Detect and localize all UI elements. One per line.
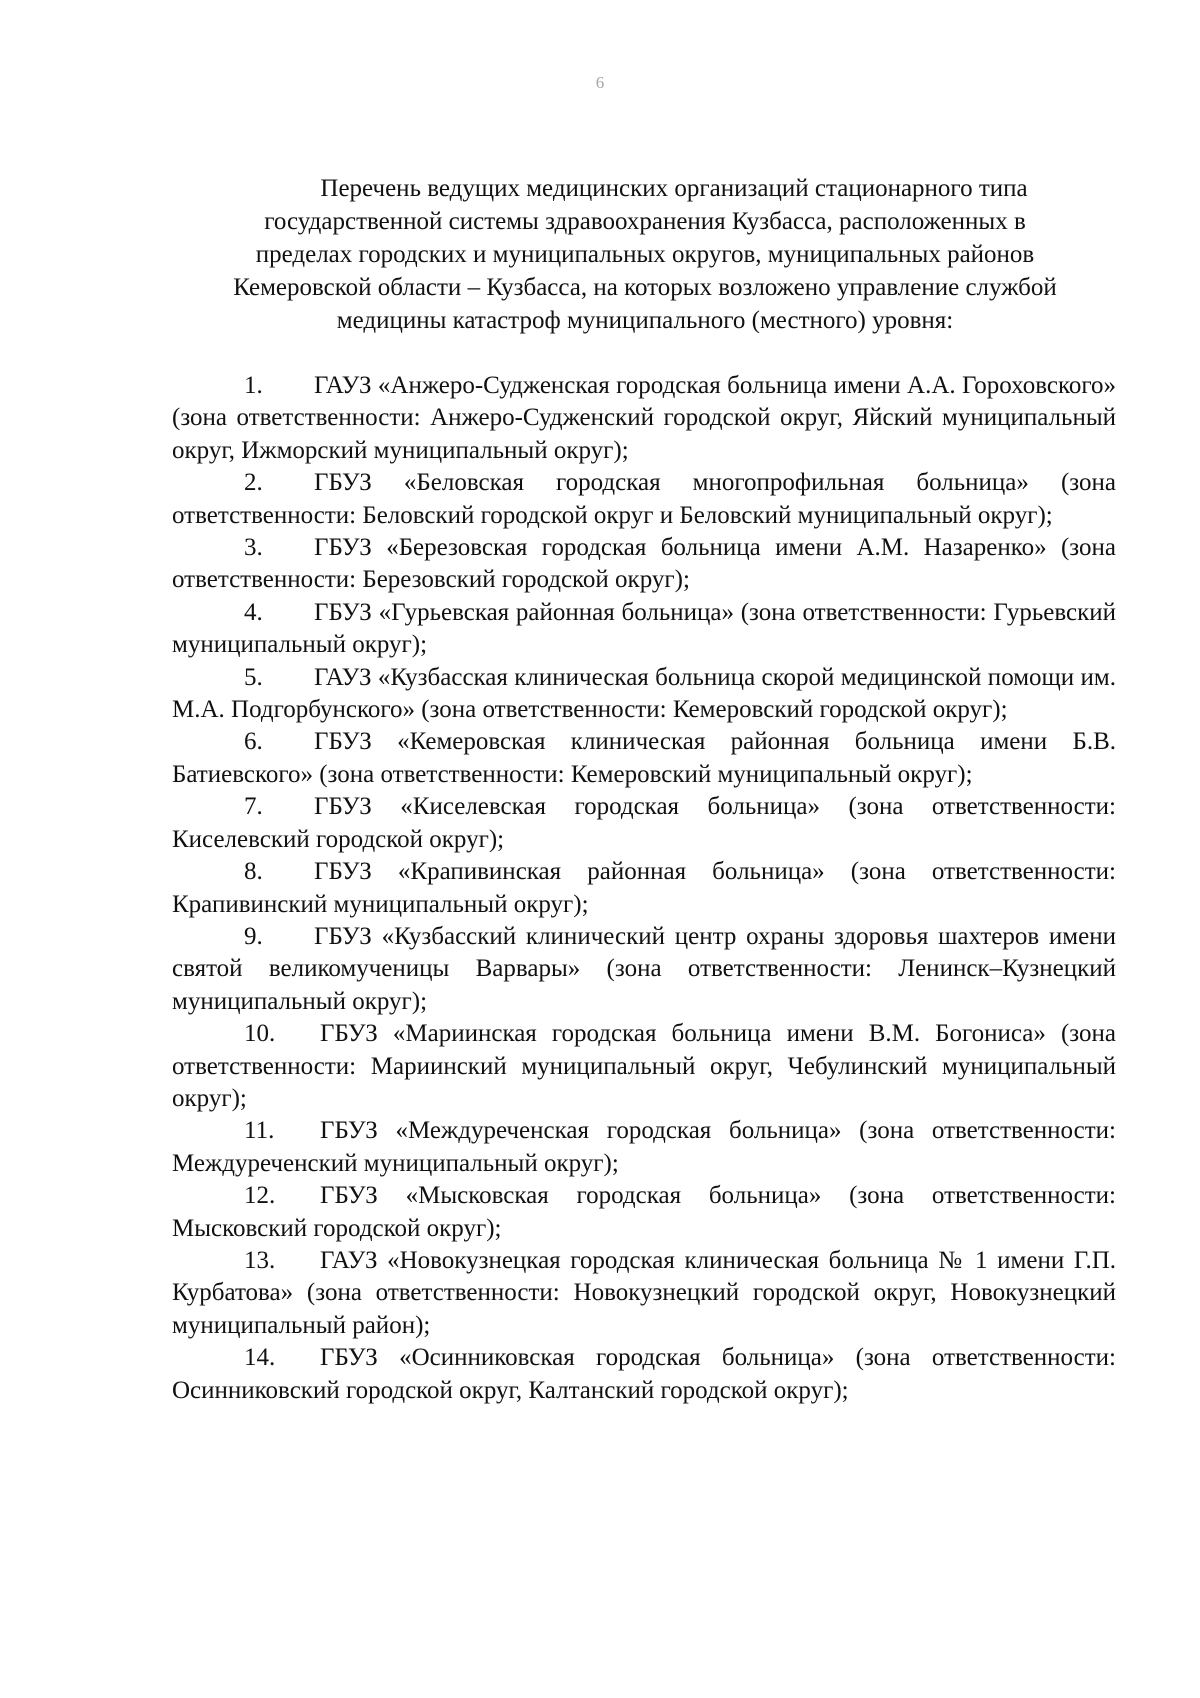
item-number: 3. — [244, 534, 263, 562]
item-number: 11. — [244, 1117, 275, 1145]
title-line: пределах городских и муниципальных округов, муниципальных районов — [255, 241, 1035, 268]
organization-list — [172, 370, 1116, 1407]
title-line: Перечень ведущих медицинских организаций стационарного типа — [320, 175, 1028, 202]
item-number: 13. — [244, 1246, 276, 1274]
title-line: Кемеровской области – Кузбасса, на которых возложено управление службой — [233, 274, 1057, 301]
item-text: ГБУЗ «Кемеровская клиническая районная больница имени Б.В. Батиевского» (зона ответственности: Кемеровский муниципальный округ); — [172, 728, 1116, 788]
list-item — [172, 467, 1116, 532]
list-item — [172, 1342, 1116, 1407]
item-text: ГАУЗ «Кузбасская клиническая больница скорой медицинской помощи им. М.А. Подгорбунского» (зона ответственности: Кемеровский городской округ); — [172, 663, 1116, 724]
item-text: ГБУЗ «Березовская городская больница имени А.М. Назаренко» (зона ответственности: Березовский городской округ); — [172, 534, 1116, 594]
list-item — [172, 791, 1116, 856]
item-number: 14. — [244, 1344, 276, 1372]
item-text: ГБУЗ «Мариинская городская больница имени В.М. Богониса» (зона ответственности: Мариинский муниципальный округ, Чебулинский муниципальный округ); — [172, 1020, 1116, 1112]
item-text: ГБУЗ «Мысковская городская больница» (зона ответственности: Мысковский городской округ); — [172, 1182, 1116, 1242]
list-item — [172, 1180, 1116, 1245]
item-number: 7. — [244, 793, 263, 821]
document-title — [170, 172, 1120, 337]
list-item — [172, 1018, 1116, 1115]
title-line: медицины катастроф муниципального (местного) уровня: — [336, 307, 954, 334]
item-text: ГБУЗ «Киселевская городская больница» (зона ответственности: Киселевский городской округ); — [172, 793, 1116, 853]
item-number: 8. — [244, 858, 263, 886]
item-number: 4. — [244, 598, 263, 626]
item-text: ГБУЗ «Междуреченская городская больница» (зона ответственности: Междуреченский муниципальный округ); — [172, 1117, 1116, 1177]
list-item — [172, 1115, 1116, 1180]
item-number: 5. — [244, 663, 263, 691]
list-item — [172, 662, 1116, 727]
list-item — [172, 856, 1116, 921]
item-number: 9. — [244, 922, 263, 950]
list-item — [172, 597, 1116, 662]
title-line: государственной системы здравоохранения Кузбасса, расположенных в — [264, 208, 1026, 235]
list-item — [172, 726, 1116, 791]
item-number: 1. — [244, 372, 263, 399]
list-item — [172, 532, 1116, 597]
item-text: ГБУЗ «Крапивинская районная больница» (зона ответственности: Крапивинский муниципальный округ); — [172, 858, 1116, 918]
item-text: ГБУЗ «Гурьевская районная больница» (зона ответственности: Гурьевский муниципальный округ); — [172, 598, 1116, 659]
item-number: 12. — [244, 1182, 276, 1210]
list-item — [172, 1245, 1116, 1342]
item-number: 2. — [244, 469, 263, 497]
item-text: ГБУЗ «Кузбасский клинический центр охраны здоровья шахтеров имени святой великомученицы Варвары» (зона ответственности: Ленинск–Кузнецкий муниципальный округ); — [172, 922, 1116, 1015]
item-text: ГАУЗ «Анжеро-Судженская городская больница имени А.А. Гороховского» (зона ответственности: Анжеро-Судженский городской округ, Яйский муниципальный округ, Ижморский муниципальный округ); — [172, 372, 1116, 464]
item-text: ГАУЗ «Новокузнецкая городская клиническая больница № 1 имени Г.П. Курбатова» (зона ответственности: Новокузнецкий городской округ, Новокузнецкий муниципальный район); — [172, 1246, 1116, 1339]
item-number: 10. — [244, 1020, 276, 1048]
item-text: ГБУЗ «Осинниковская городская больница» (зона ответственности: Осинниковский городской округ, Калтанский городской округ); — [172, 1344, 1116, 1404]
list-item — [172, 921, 1116, 1018]
list-item — [172, 370, 1116, 467]
page-number: 6 — [595, 73, 605, 92]
item-number: 6. — [244, 728, 263, 756]
item-text: ГБУЗ «Беловская городская многопрофильная больница» (зона ответственности: Беловский городской округ и Беловский муниципальный округ); — [172, 469, 1116, 529]
